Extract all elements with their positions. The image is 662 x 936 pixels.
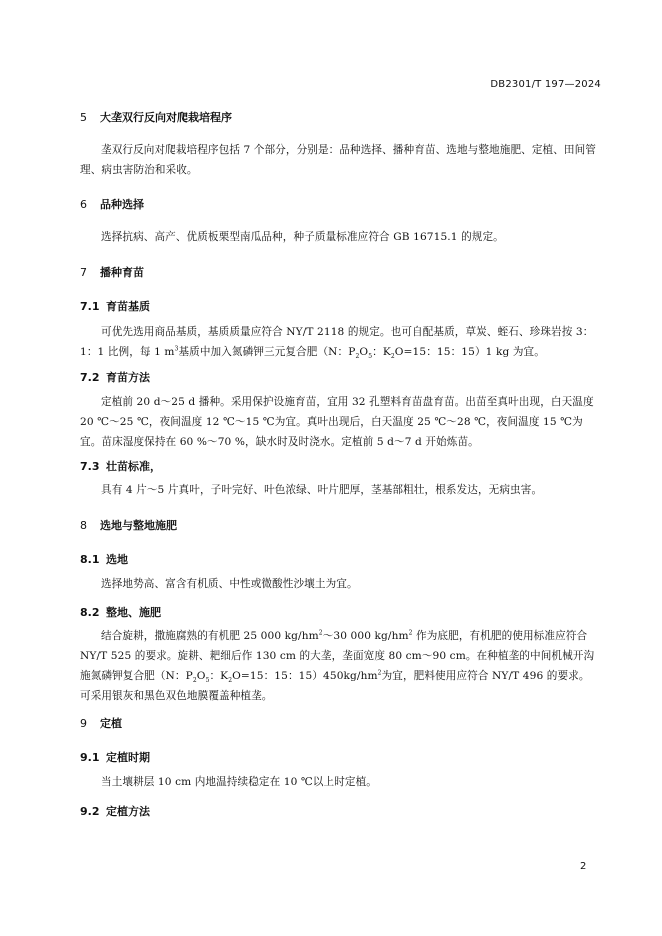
section-number: 8 xyxy=(80,519,87,532)
subscript: 5 xyxy=(205,677,210,685)
section-5-heading xyxy=(80,109,232,125)
section-7-1-paragraph xyxy=(80,322,600,362)
section-title: 定植时期 xyxy=(106,751,150,764)
section-9-1-paragraph: 当土壤耕层 10 cm 内地温持续稳定在 10 ℃以上时定植。 xyxy=(101,776,378,788)
section-number: 7 xyxy=(80,266,87,279)
text-run: O xyxy=(359,346,369,358)
section-title: 育苗基质 xyxy=(106,300,150,313)
text-run: ：K xyxy=(372,346,391,358)
section-8-heading xyxy=(80,517,177,533)
section-title: 壮苗标准， xyxy=(106,460,161,473)
section-7-3-heading xyxy=(80,458,161,474)
superscript: 2 xyxy=(318,629,323,637)
section-title: 选地 xyxy=(106,553,128,566)
page-number: 2 xyxy=(580,861,587,872)
section-6-heading xyxy=(80,196,144,212)
text-run: O=15：15：15）1 kg 为宜。 xyxy=(394,346,545,358)
section-number: 7.3 xyxy=(80,460,100,473)
text-run: ：K xyxy=(209,670,229,682)
subscript: 2 xyxy=(192,677,197,685)
section-8-2-heading xyxy=(80,604,161,620)
section-number: 5 xyxy=(80,111,87,124)
section-number: 9.2 xyxy=(80,805,100,818)
section-number: 6 xyxy=(80,198,87,211)
superscript: 2 xyxy=(377,669,382,677)
section-7-3-paragraph: 具有 4 片～5 片真叶，子叶完好、叶色浓绿、叶片肥厚，茎基部粗壮，根系发达，无病虫害。 xyxy=(101,484,543,496)
section-8-2-paragraph xyxy=(80,626,600,706)
section-7-2-paragraph: 定植前 20 d～25 d 播种。采用保护设施育苗，宜用 32 孔塑料育苗盘育苗。出苗至真叶出现，白天温度 20 ℃～25 ℃，夜间温度 12 ℃～15 ℃为宜。真叶出现后，白天温度 25 ℃～28 ℃，夜间温度 15 ℃为宜。苗床湿度保持在 60 %～70 %，缺水时及时浇水。定植前 5 d～7 d 开始炼苗。 xyxy=(80,396,594,448)
text-run: O=15：15：15）450kg/hm xyxy=(232,670,378,682)
section-7-2-heading xyxy=(80,369,150,385)
section-5-paragraph: 垄双行反向对爬栽培程序包括 7 个部分，分别是：品种选择、播种育苗、选地与整地施肥、定植、田间管理、病虫害防治和采收。 xyxy=(80,144,596,176)
subscript: 2 xyxy=(390,353,395,361)
text-run: O xyxy=(196,670,206,682)
subscript: 5 xyxy=(368,353,373,361)
section-title: 大垄双行反向对爬栽培程序 xyxy=(100,111,232,124)
section-9-1-heading xyxy=(80,749,150,765)
superscript: 3 xyxy=(174,345,179,353)
section-number: 7.1 xyxy=(80,300,100,313)
section-number: 8.1 xyxy=(80,553,100,566)
section-7-heading xyxy=(80,264,144,280)
section-number: 8.2 xyxy=(80,606,100,619)
text-run: 结合旋耕，撒施腐熟的有机肥 25 000 kg/hm xyxy=(101,630,319,642)
text-run: 可优先选用商品基质，基质质量应符合 NY/T 2118 的规定。也可自配基质，草炭、蛭石、珍珠岩按 3：1：1 比例，每 1 m xyxy=(80,326,594,358)
text-run: 作为底肥，有机肥的使用标准应符合 NY/T 525 的要求。旋耕、耙细后作 130 cm 的大垄，垄面宽度 80 cm～90 cm。在种植垄的中间机械开沟施氮磷钾复合肥（N：P xyxy=(80,630,595,682)
text-run: 为宜，肥料使用应符合 NY/T 496 的要求。可采用银灰和黑色双色地膜覆盖种植垄。 xyxy=(80,670,590,702)
section-9-heading xyxy=(80,715,122,731)
section-title: 育苗方法 xyxy=(106,371,150,384)
section-number: 7.2 xyxy=(80,371,100,384)
section-8-1-paragraph: 选择地势高、富含有机质、中性或微酸性沙壤土为宜。 xyxy=(101,578,358,590)
section-title: 选地与整地施肥 xyxy=(100,519,177,532)
subscript: 2 xyxy=(228,677,233,685)
section-title: 定植 xyxy=(100,717,122,730)
section-8-1-heading xyxy=(80,551,128,567)
subscript: 2 xyxy=(355,353,360,361)
section-number: 9 xyxy=(80,717,87,730)
superscript: 2 xyxy=(408,629,413,637)
section-title: 品种选择 xyxy=(100,198,144,211)
section-title: 整地、施肥 xyxy=(106,606,161,619)
document-code: DB2301/T 197—2024 xyxy=(490,79,601,90)
section-title: 播种育苗 xyxy=(100,266,144,279)
section-number: 9.1 xyxy=(80,751,100,764)
section-9-2-heading xyxy=(80,803,150,819)
text-run: 基质中加入氮磷钾三元复合肥（N：P xyxy=(178,346,356,358)
section-7-1-heading xyxy=(80,298,150,314)
section-title: 定植方法 xyxy=(106,805,150,818)
section-6-paragraph: 选择抗病、高产、优质板栗型南瓜品种，种子质量标准应符合 GB 16715.1 的规定。 xyxy=(101,231,504,243)
text-run: ～30 000 kg/hm xyxy=(322,630,409,642)
